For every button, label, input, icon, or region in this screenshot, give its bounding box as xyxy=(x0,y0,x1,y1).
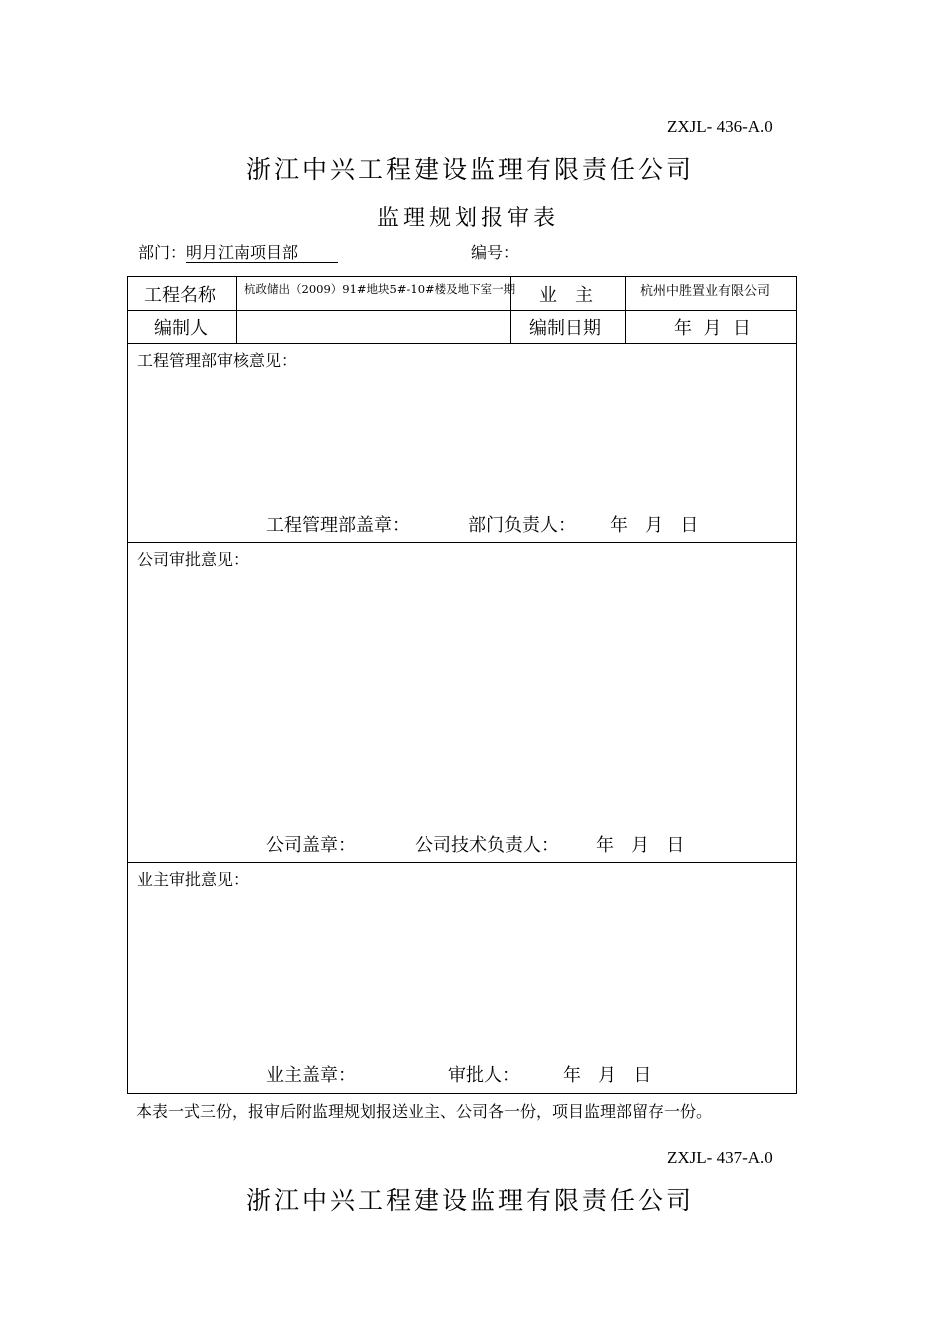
engineering-responsible-label: 部门负责人： xyxy=(468,515,576,536)
company-name-next: 浙江中兴工程建设监理有限责任公司 xyxy=(246,1186,695,1215)
company-tech-responsible-label: 公司技术负责人： xyxy=(415,835,559,856)
department-label: 部门： xyxy=(138,243,187,262)
compile-date-label: 编制日期 xyxy=(529,318,601,339)
department-value: 明月江南项目部 xyxy=(186,243,338,263)
row-divider xyxy=(128,310,796,311)
company-seal-label: 公司盖章： xyxy=(266,835,356,856)
project-name-value: 杭政储出（2009）91#地块5#-10#楼及地下室一期 xyxy=(244,282,516,296)
section-divider xyxy=(128,542,796,543)
engineering-date: 年 月 日 xyxy=(610,515,699,536)
owner-date: 年 月 日 xyxy=(563,1065,652,1086)
owner-value: 杭州中胜置业有限公司 xyxy=(640,284,771,299)
row-divider xyxy=(128,343,796,344)
form-title: 监理规划报审表 xyxy=(377,206,560,231)
footnote: 本表一式三份，报审后附监理规划报送业主、公司各一份，项目监理部留存一份。 xyxy=(136,1102,713,1121)
column-divider xyxy=(625,277,626,343)
owner-label: 业 主 xyxy=(539,285,593,306)
engineering-seal-label: 工程管理部盖章： xyxy=(266,515,410,536)
company-name: 浙江中兴工程建设监理有限责任公司 xyxy=(246,155,695,184)
owner-approver-label: 审批人： xyxy=(448,1065,520,1086)
document-code-next: ZXJL- 437-A.0 xyxy=(667,1148,773,1167)
company-date: 年 月 日 xyxy=(596,835,685,856)
number-label: 编号： xyxy=(471,243,520,262)
owner-seal-label: 业主盖章： xyxy=(266,1065,356,1086)
engineering-review-title: 工程管理部审核意见： xyxy=(137,351,298,370)
compiler-label: 编制人 xyxy=(154,318,208,339)
approval-form-table xyxy=(127,276,797,1094)
document-code: ZXJL- 436-A.0 xyxy=(667,117,773,136)
project-name-label: 工程名称 xyxy=(144,285,216,306)
department-field xyxy=(138,240,338,263)
owner-approval-title: 业主审批意见： xyxy=(137,870,250,889)
company-approval-title: 公司审批意见： xyxy=(137,550,250,569)
compile-date-value: 年 月 日 xyxy=(674,318,751,339)
column-divider xyxy=(236,277,237,343)
section-divider xyxy=(128,862,796,863)
